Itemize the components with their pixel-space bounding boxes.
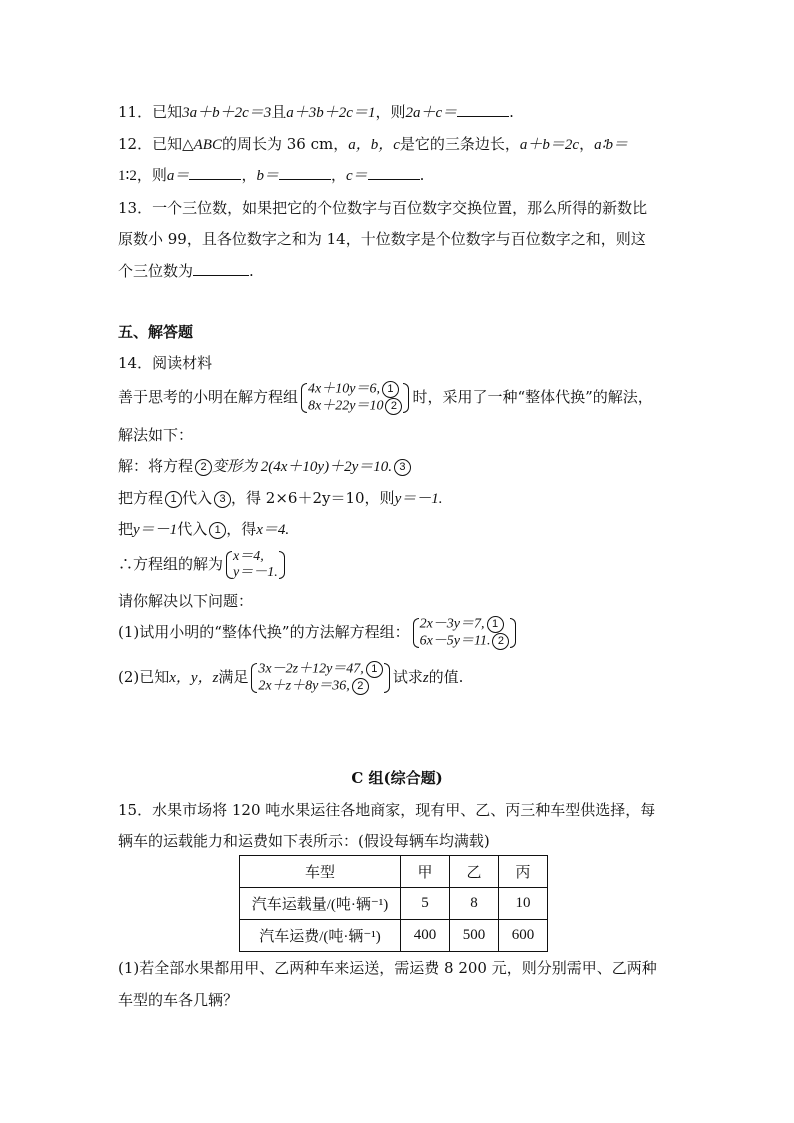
q15-part-1-line-2: 车型的车各几辆？ (118, 991, 239, 1009)
q11-text: 已知 (152, 103, 183, 121)
system-equation: 2x＋z＋8y＝36, (258, 678, 350, 694)
part-text: 满足 (218, 668, 249, 686)
equation-system-1 (300, 381, 410, 415)
circled-number: 1 (382, 381, 399, 398)
equation-system-2 (412, 616, 518, 650)
q14-solution (118, 547, 288, 581)
system-equation: 4x＋10y＝6, (308, 381, 380, 397)
circled-number: 2 (352, 678, 369, 695)
q14-part-2 (118, 658, 463, 697)
part-text: (1)试用小明的“整体代换”的方法解方程组： (118, 623, 410, 641)
q13-text: 个三位数为 (118, 262, 194, 280)
q12-text: 是它的三条边长， (399, 135, 520, 153)
table-cell: 600 (499, 920, 548, 952)
question-15-line-1: 15．水果市场将 120 吨水果运往各地商家，现有甲、乙、丙三种车型供选择，每 (118, 801, 656, 819)
table-row (240, 920, 548, 952)
q11-text-then: ，则 (375, 103, 406, 121)
question-13-line-3 (118, 261, 254, 281)
system-equation: 3x－2z＋12y＝47, (258, 661, 364, 677)
q14-intro-text: 时，采用了一种“整体代换”的解法， (412, 388, 653, 406)
table-header-cell: 车型 (240, 856, 401, 888)
q14-intro (118, 378, 653, 416)
step-text: ，得 2×6＋2y＝10，则 (231, 489, 395, 507)
answer-blank (189, 165, 241, 180)
q12-end: . (419, 166, 425, 184)
table-cell: 8 (450, 888, 499, 920)
step-equation: x＝4. (256, 522, 290, 538)
step-text: ，得 (226, 520, 257, 538)
table-cell: 500 (450, 920, 499, 952)
solution-text: ∴方程组的解为 (118, 555, 224, 573)
question-14-title: 14．阅读材料 (118, 354, 213, 372)
q11-end: . (509, 103, 514, 121)
q12-text: ，则 (136, 166, 167, 184)
step-text: 代入 (177, 520, 208, 538)
step-text: 把 (118, 520, 134, 538)
table-cell: 10 (499, 888, 548, 920)
q12-comma: ， (579, 135, 595, 153)
solution-system (225, 549, 286, 581)
step-equation: y＝－1. (394, 491, 443, 507)
q15-part-1-line-1: (1)若全部水果都用甲、乙两种车来运送，需运费 8 200 元，则分别需甲、乙两种 (118, 959, 657, 977)
step-text: 代入 (182, 489, 213, 507)
question-12-line-1 (118, 134, 628, 155)
system-equation: y＝－1. (233, 565, 278, 580)
equation-system-3 (250, 661, 390, 695)
circled-number: 3 (214, 491, 231, 508)
question-11 (118, 102, 514, 123)
system-equation: x＝4, (233, 549, 264, 564)
system-equation: 2x－3y＝7, (419, 616, 485, 632)
q12-condition-2: a∶b＝ (594, 137, 628, 153)
answer-blank (368, 165, 420, 180)
transport-table (239, 855, 548, 952)
q12-answer-c: c＝ (345, 168, 368, 184)
table-cell: 400 (401, 920, 450, 952)
part-text: 试求 (392, 668, 423, 686)
q12-vars: a，b，c (348, 137, 400, 153)
step-text: 解：将方程 (118, 457, 194, 475)
q14-step-2 (118, 488, 442, 509)
q12-text: 的周长为 36 cm， (221, 135, 349, 153)
step-text: 把方程 (118, 489, 164, 507)
circled-number: 2 (492, 633, 509, 650)
step-equation: 变形为 2(4x＋10y)＋2y＝10. (212, 459, 392, 475)
circled-number: 1 (487, 616, 504, 633)
q14-ask: 请你解决以下问题： (118, 592, 254, 610)
part-text: (2)已知 (118, 668, 170, 686)
answer-blank (457, 102, 509, 117)
answer-blank (279, 165, 331, 180)
table-cell: 5 (401, 888, 450, 920)
circled-number: 1 (165, 491, 182, 508)
q14-intro-text: 善于思考的小明在解方程组 (118, 388, 299, 406)
q13-end: . (249, 262, 254, 280)
section-title: 五、解答题 (118, 323, 194, 341)
q12-condition-1: a＋b＝2c (519, 137, 580, 153)
table-header-cell: 甲 (401, 856, 450, 888)
q11-number: 11． (118, 103, 153, 121)
part-var: z (422, 670, 429, 686)
answer-blank (193, 261, 249, 276)
q11-equation-2: a＋3b＋2c＝1 (286, 105, 376, 121)
table-row (240, 888, 548, 920)
group-title: C 组(综合题) (351, 769, 443, 787)
q11-target: 2a＋c＝ (405, 105, 458, 121)
part-vars: x，y，z (169, 670, 219, 686)
table-header-cell: 乙 (450, 856, 499, 888)
question-13-line-1: 13．一个三位数，如果把它的个位数字与百位数字交换位置，那么所得的新数比 (118, 199, 648, 217)
q14-method: 解法如下： (118, 426, 194, 444)
system-equation: 6x－5y＝11. (419, 633, 491, 649)
q12-text: 12．已知 (118, 135, 183, 153)
q12-answer-a: a＝ (166, 168, 190, 184)
q11-text-and: 且 (271, 103, 287, 121)
circled-number: 1 (209, 522, 226, 539)
question-15-line-2: 辆车的运载能力和运费如下表所示：(假设每辆车均满载) (118, 832, 490, 850)
q12-answer-b: b＝ (256, 168, 279, 184)
step-equation: y＝－1 (133, 522, 178, 538)
circled-number: 3 (394, 459, 411, 476)
table-header-cell: 丙 (499, 856, 548, 888)
q14-part-1 (118, 614, 519, 650)
table-cell: 汽车运载量/(吨·辆⁻¹) (240, 888, 401, 920)
q14-step-3 (118, 519, 289, 540)
q12-ratio: 1∶2 (118, 168, 137, 184)
system-equation: 8x＋22y＝10 (308, 398, 384, 414)
question-13-line-2: 原数小 99，且各位数字之和为 14，十位数字是个位数字与百位数字之和，则这 (118, 230, 646, 248)
circled-number: 2 (385, 398, 402, 415)
question-12-line-2: 1∶2，则a＝ ，b＝ ，c＝ . (118, 166, 425, 184)
q12-triangle: △ABC (182, 137, 222, 153)
table-header-row (240, 856, 548, 888)
circled-number: 1 (366, 661, 383, 678)
circled-number: 2 (195, 459, 212, 476)
q11-equation-1: 3a＋b＋2c＝3 (182, 105, 272, 121)
part-text: 的值. (428, 668, 464, 686)
table-cell: 汽车运费/(吨·辆⁻¹) (240, 920, 401, 952)
q14-step-1 (118, 456, 411, 477)
